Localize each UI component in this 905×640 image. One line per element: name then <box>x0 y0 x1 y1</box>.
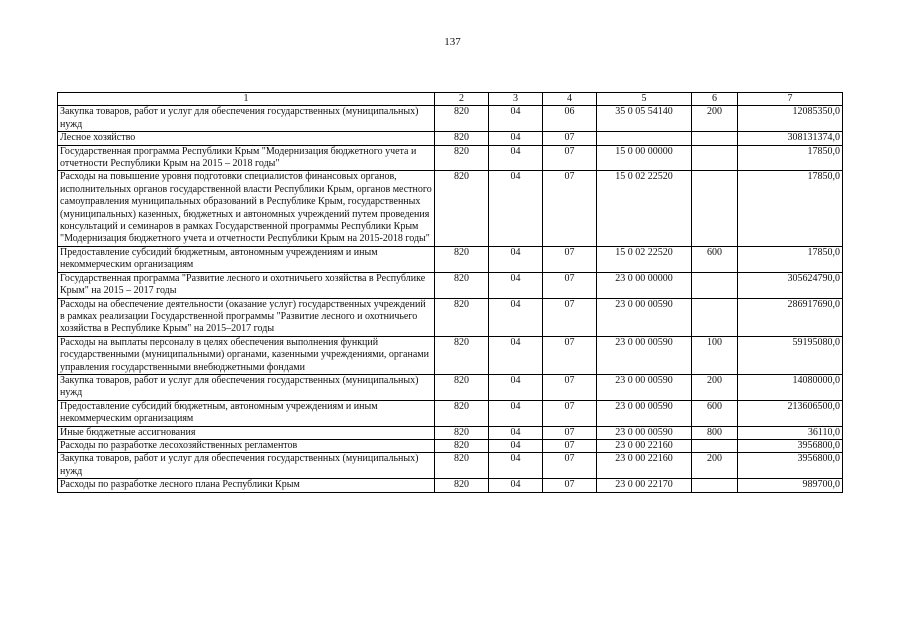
row-gr: 820 <box>435 426 489 439</box>
row-pr: 07 <box>543 298 597 336</box>
row-vr: 600 <box>692 246 738 272</box>
column-header: 2 <box>435 93 489 106</box>
row-rz: 04 <box>489 298 543 336</box>
row-sum: 59195080,0 <box>738 336 843 374</box>
header-row <box>58 93 843 106</box>
row-csr: 23 0 00 00590 <box>597 426 692 439</box>
row-vr: 100 <box>692 336 738 374</box>
row-vr <box>692 171 738 246</box>
row-vr: 800 <box>692 426 738 439</box>
row-pr: 07 <box>543 132 597 145</box>
column-header: 5 <box>597 93 692 106</box>
row-pr: 07 <box>543 272 597 298</box>
row-sum: 3956800,0 <box>738 453 843 479</box>
page-number: 137 <box>444 36 461 48</box>
column-header: 6 <box>692 93 738 106</box>
row-name: Закупка товаров, работ и услуг для обеспечения государственных (муниципальных) нужд <box>58 106 435 132</box>
row-pr: 07 <box>543 171 597 246</box>
row-csr: 23 0 00 22160 <box>597 439 692 452</box>
row-name: Лесное хозяйство <box>58 132 435 145</box>
row-csr: 23 0 00 22170 <box>597 479 692 492</box>
row-rz: 04 <box>489 106 543 132</box>
row-rz: 04 <box>489 145 543 171</box>
row-csr: 23 0 00 00590 <box>597 336 692 374</box>
row-vr <box>692 439 738 452</box>
row-pr: 07 <box>543 400 597 426</box>
column-header: 1 <box>58 93 435 106</box>
table-row <box>58 479 843 492</box>
table-row <box>58 426 843 439</box>
row-sum: 308131374,0 <box>738 132 843 145</box>
row-rz: 04 <box>489 246 543 272</box>
row-pr: 07 <box>543 246 597 272</box>
row-sum: 305624790,0 <box>738 272 843 298</box>
table-row <box>58 171 843 246</box>
table-row <box>58 439 843 452</box>
table-row <box>58 132 843 145</box>
row-csr <box>597 132 692 145</box>
row-vr: 600 <box>692 400 738 426</box>
row-rz: 04 <box>489 336 543 374</box>
row-rz: 04 <box>489 453 543 479</box>
row-pr: 07 <box>543 453 597 479</box>
row-sum: 286917690,0 <box>738 298 843 336</box>
budget-table <box>57 92 843 493</box>
row-gr: 820 <box>435 171 489 246</box>
row-rz: 04 <box>489 479 543 492</box>
column-header: 4 <box>543 93 597 106</box>
row-name: Расходы по разработке лесного плана Республики Крым <box>58 479 435 492</box>
row-csr: 15 0 00 00000 <box>597 145 692 171</box>
table-row <box>58 145 843 171</box>
row-sum: 3956800,0 <box>738 439 843 452</box>
row-rz: 04 <box>489 426 543 439</box>
row-vr: 200 <box>692 453 738 479</box>
table-row <box>58 453 843 479</box>
row-name: Государственная программа Республики Крым "Модернизация бюджетного учета и отчетности Республики Крым на 2015 – 2018 годы" <box>58 145 435 171</box>
row-csr: 23 0 00 00590 <box>597 400 692 426</box>
row-name: Закупка товаров, работ и услуг для обеспечения государственных (муниципальных) нужд <box>58 374 435 400</box>
row-gr: 820 <box>435 479 489 492</box>
row-csr: 23 0 00 00590 <box>597 298 692 336</box>
row-gr: 820 <box>435 246 489 272</box>
row-gr: 820 <box>435 272 489 298</box>
row-gr: 820 <box>435 298 489 336</box>
row-vr <box>692 145 738 171</box>
row-rz: 04 <box>489 374 543 400</box>
row-rz: 04 <box>489 132 543 145</box>
row-name: Расходы на обеспечение деятельности (оказание услуг) государственных учреждений в рамках реализации Государственной программы "Развитие лесного и охотничьего хозяйства в Республике Крым" на 2015–2017 годы <box>58 298 435 336</box>
row-pr: 07 <box>543 145 597 171</box>
row-sum: 17850,0 <box>738 171 843 246</box>
table-row <box>58 336 843 374</box>
row-gr: 820 <box>435 145 489 171</box>
row-pr: 07 <box>543 439 597 452</box>
row-csr: 15 0 02 22520 <box>597 246 692 272</box>
row-name: Предоставление субсидий бюджетным, автономным учреждениям и иным некоммерческим организациям <box>58 246 435 272</box>
row-rz: 04 <box>489 272 543 298</box>
row-gr: 820 <box>435 374 489 400</box>
row-gr: 820 <box>435 400 489 426</box>
row-vr <box>692 479 738 492</box>
row-gr: 820 <box>435 106 489 132</box>
row-vr <box>692 132 738 145</box>
row-sum: 14080000,0 <box>738 374 843 400</box>
row-name: Иные бюджетные ассигнования <box>58 426 435 439</box>
row-pr: 06 <box>543 106 597 132</box>
row-name: Расходы на выплаты персоналу в целях обеспечения выполнения функций государственными (муниципальными) органами, казенными учреждениями, органами управления государственными внебюджетными фондами <box>58 336 435 374</box>
row-csr: 23 0 00 00000 <box>597 272 692 298</box>
column-header: 3 <box>489 93 543 106</box>
row-vr <box>692 272 738 298</box>
row-name: Предоставление субсидий бюджетным, автономным учреждениям и иным некоммерческим организациям <box>58 400 435 426</box>
row-csr: 23 0 00 00590 <box>597 374 692 400</box>
row-gr: 820 <box>435 453 489 479</box>
row-vr <box>692 298 738 336</box>
row-sum: 17850,0 <box>738 246 843 272</box>
row-name: Закупка товаров, работ и услуг для обеспечения государственных (муниципальных) нужд <box>58 453 435 479</box>
table-row <box>58 272 843 298</box>
row-sum: 12085350,0 <box>738 106 843 132</box>
row-sum: 36110,0 <box>738 426 843 439</box>
row-name: Государственная программа "Развитие лесного и охотничьего хозяйства в Республике Крым" на 2015 – 2017 годы <box>58 272 435 298</box>
row-pr: 07 <box>543 479 597 492</box>
row-csr: 35 0 05 54140 <box>597 106 692 132</box>
row-csr: 15 0 02 22520 <box>597 171 692 246</box>
table-row <box>58 106 843 132</box>
row-rz: 04 <box>489 171 543 246</box>
table-row <box>58 246 843 272</box>
row-sum: 989700,0 <box>738 479 843 492</box>
table-row <box>58 400 843 426</box>
row-pr: 07 <box>543 336 597 374</box>
row-gr: 820 <box>435 336 489 374</box>
table-row <box>58 374 843 400</box>
row-sum: 17850,0 <box>738 145 843 171</box>
row-sum: 213606500,0 <box>738 400 843 426</box>
row-rz: 04 <box>489 439 543 452</box>
row-vr: 200 <box>692 106 738 132</box>
table-row <box>58 298 843 336</box>
column-header: 7 <box>738 93 843 106</box>
row-gr: 820 <box>435 132 489 145</box>
row-name: Расходы по разработке лесохозяйственных регламентов <box>58 439 435 452</box>
row-rz: 04 <box>489 400 543 426</box>
row-csr: 23 0 00 22160 <box>597 453 692 479</box>
row-name: Расходы на повышение уровня подготовки специалистов финансовых органов, исполнительных органов государственной власти Республики Крым, органов местного самоуправления муниципальных образований в Республике Крым, государственных (муниципальных) казенных, бюджетных и автономных учреждений путем проведения консультаций и семинаров в рамках Государственной программы Республики Крым "Модернизация бюджетного учета и отчетности Республики Крым на 2015-2018 годы" <box>58 171 435 246</box>
row-pr: 07 <box>543 426 597 439</box>
row-pr: 07 <box>543 374 597 400</box>
row-vr: 200 <box>692 374 738 400</box>
row-gr: 820 <box>435 439 489 452</box>
